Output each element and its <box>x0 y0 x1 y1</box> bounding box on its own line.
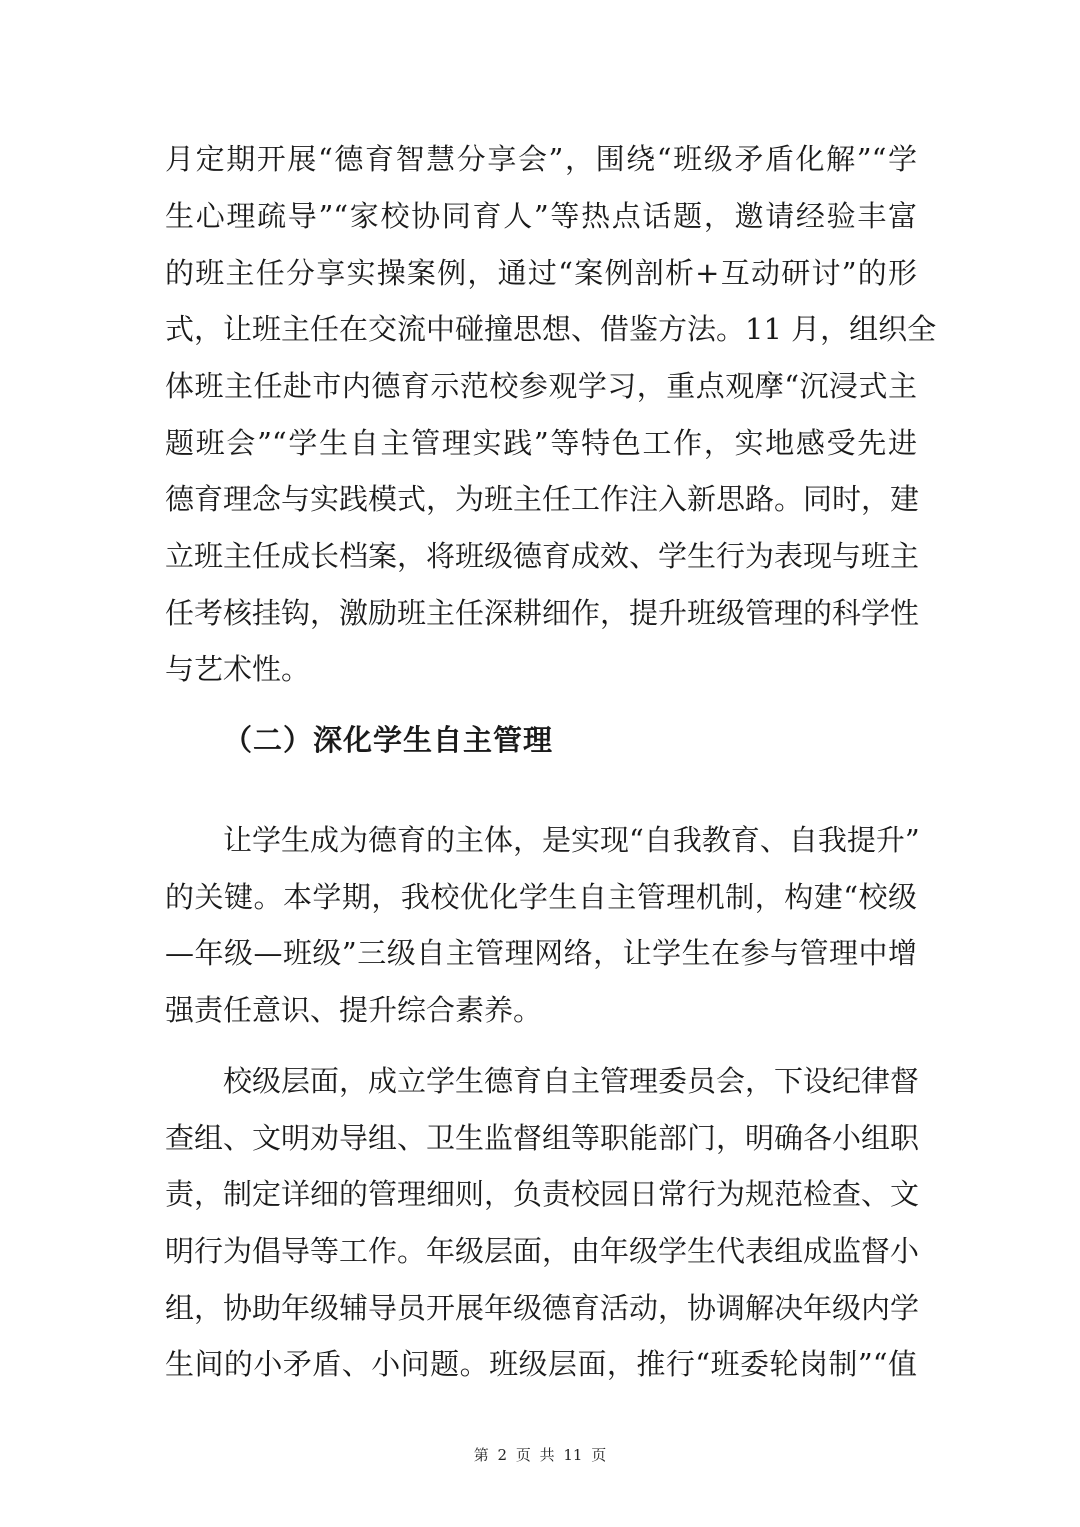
body-text-line: 让学生成为德育的主体，是实现“自我教育、自我提升” <box>223 823 920 857</box>
section-heading: （二）深化学生自主管理 <box>223 723 554 757</box>
body-text-line: 强责任意识、提升综合素养。 <box>165 993 543 1027</box>
body-text-line: 与艺术性。 <box>165 652 311 686</box>
body-text-line: 立班主任成长档案，将班级德育成效、学生行为表现与班主 <box>165 539 920 573</box>
body-text-line: 的班主任分享实操案例，通过“案例剖析+互动研讨”的形 <box>165 256 917 290</box>
body-text-line: 的关键。本学期，我校优化学生自主管理机制，构建“校级 <box>165 880 917 914</box>
body-text-line: 月定期开展“德育智慧分享会”，围绕“班级矛盾化解”“学 <box>165 142 917 176</box>
body-text-line: 式，让班主任在交流中碰撞思想、借鉴方法。11 月，组织全 <box>165 312 937 346</box>
body-text-line: 明行为倡导等工作。年级层面，由年级学生代表组成监督小 <box>165 1234 920 1268</box>
body-text-line: 查组、文明劝导组、卫生监督组等职能部门，明确各小组职 <box>165 1121 920 1155</box>
body-text-line: 德育理念与实践模式，为班主任工作注入新思路。同时，建 <box>165 482 920 516</box>
body-text-line: 生心理疏导”“家校协同育人”等热点话题，邀请经验丰富 <box>165 199 917 233</box>
body-text-line: 题班会”“学生自主管理实践”等特色工作，实地感受先进 <box>165 426 917 460</box>
body-text-line: —年级—班级”三级自主管理网络，让学生在参与管理中增 <box>165 936 917 970</box>
body-text-line: 责，制定详细的管理细则，负责校园日常行为规范检查、文 <box>165 1177 920 1211</box>
body-text-line: 任考核挂钩，激励班主任深耕细作，提升班级管理的科学性 <box>165 596 920 630</box>
body-text-line: 体班主任赴市内德育示范校参观学习，重点观摩“沉浸式主 <box>165 369 917 403</box>
page-number-footer: 第 2 页 共 11 页 <box>473 1446 607 1464</box>
body-text-line: 组，协助年级辅导员开展年级德育活动，协调解决年级内学 <box>165 1291 920 1325</box>
body-text-line: 校级层面，成立学生德育自主管理委员会，下设纪律督 <box>223 1064 920 1098</box>
body-text-line: 生间的小矛盾、小问题。班级层面，推行“班委轮岗制”“值 <box>165 1347 917 1381</box>
